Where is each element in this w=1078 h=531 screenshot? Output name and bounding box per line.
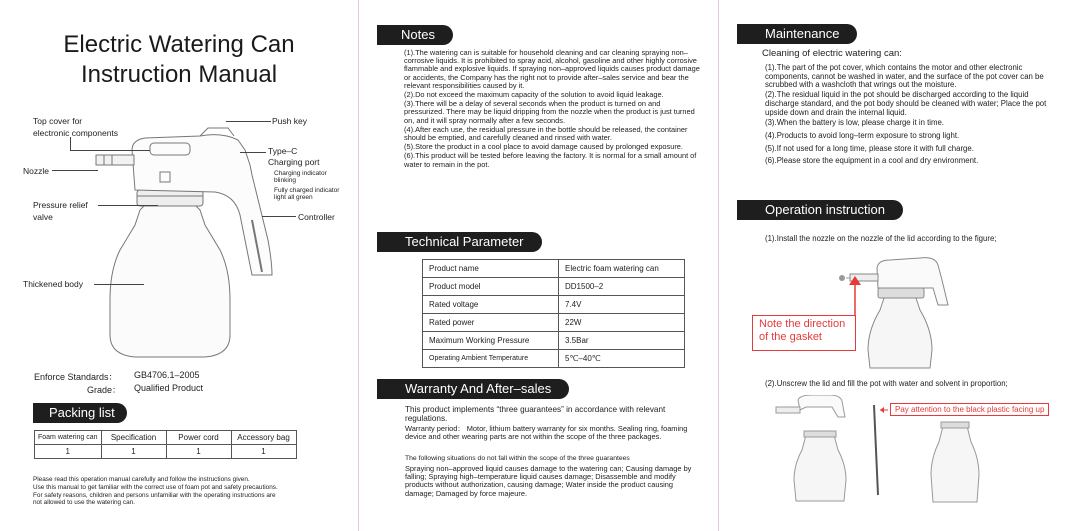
footer-notice [33,476,343,507]
maintenance-item: (1).The part of the pot cover, which contains the motor and other electronic components, cannot be washed in water, and the surface of the pot cover can be scrubbed with a washcloth that wrings out the moisture. [765,63,1044,90]
technical-parameter-heading: Technical Parameter [377,232,542,252]
label-valve: valve [33,212,53,222]
technical-parameter-table [422,259,685,368]
note-item: (1).The watering can is suitable for household cleaning and car cleaning spraying non–corrosive liquids. It is prohibited to spray acid, alcohol, gasoline and other highly corrosive flammable and explosive liquids. If spraying non–approved liquids causes product damage or accidents, the Company has the right not to provide after–sales service and bear the relevant responsibilities caused by it. [404,48,700,90]
warranty-heading: Warranty And After–sales [377,379,569,399]
table-row [423,278,685,296]
note-item: (3).There will be a delay of several seconds when the product is turned on and pressurized. There may be liquid dripping from the nozzle when the product is just turned on, and it will spray normally after a few seconds. [404,99,695,125]
note-item: (4).After each use, the residual pressure in the bottle should be released, the container should be emptied, and carefully cleaned and rinsed with water. [404,124,688,143]
operation-step-2: (2).Unscrew the lid and fill the pot with water and solvent in proportion; [765,379,1008,388]
table-row [423,260,685,278]
footer-line: not allowed to use the watering can. [33,499,135,507]
packing-header: Power cord [166,431,231,445]
pot-body-illustration [925,420,985,505]
leader-line [52,170,98,171]
param-value: Electric foam watering can [559,260,685,278]
footer-line: For safety reasons, children and persons unfamiliar with the operating instructions are [33,491,276,499]
leader-line [226,121,271,122]
label-top-cover-2: electronic components [33,128,119,138]
label-charging-blink-2: blinking [274,177,297,184]
tube-illustration [862,400,892,500]
packing-cell: 1 [101,445,166,459]
packing-cell: 1 [166,445,231,459]
arrow-icon [845,275,865,315]
label-nozzle: Nozzle [23,166,49,176]
enforce-standards-label: Enforce Standards： [34,372,118,382]
label-charging-port: Charging port [268,157,320,167]
packing-header: Specification [101,431,166,445]
param-name: Product model [423,278,559,296]
notes-list [404,49,702,170]
param-value: 5℃–40℃ [559,350,685,368]
manual-title-line2: Instruction Manual [80,61,278,88]
packing-table [34,430,297,459]
lid-removed-illustration [770,395,870,505]
packing-list-heading: Packing list [33,403,127,423]
maintenance-item: (2).The residual liquid in the pot should be discharged according to the liquid discharge standard, and the pot body should be cleaned with water; Place the pot upside down and drain the internal liquid. [765,90,1047,117]
maintenance-item: (5).If not used for a long time, please store it with full charge. [765,143,974,153]
maintenance-subtitle: Cleaning of electric watering can: [762,48,902,59]
param-value: 22W [559,314,685,332]
label-thickened-body: Thickened body [23,279,84,289]
packing-header: Accessory bag [231,431,296,445]
packing-header: Foam watering can [35,431,102,445]
footer-line: Use this manual to get familiar with the correct use of foam pot and safety precautions. [33,483,278,491]
enforce-standards-value: GB4706.1–2005 [134,370,200,380]
gasket-direction-note: Note the direction of the gasket [752,315,856,351]
param-name: Product name [423,260,559,278]
table-row [423,332,685,350]
operation-heading: Operation instruction [737,200,903,220]
maintenance-item: (3).When the battery is low, please charge it in time. [765,118,944,128]
leader-line [240,152,266,153]
param-value: DD1500–2 [559,278,685,296]
maintenance-item: (4).Products to avoid long–term exposure to strong light. [765,130,960,140]
operation-step-1: (1).Install the nozzle on the nozzle of the lid according to the figure; [765,234,997,243]
table-row [423,350,685,368]
maintenance-item: (6).Please store the equipment in a cool and dry environment. [765,156,979,166]
label-charging-blink: Charging indicator [274,170,327,177]
warranty-period: Warranty period： Motor, lithium battery warranty for six months. Sealing ring, foaming device and other wearing parts are not within the scope of the three packages. [405,424,688,442]
nozzle-install-illustration [820,250,980,370]
label-top-cover: Top cover for [33,116,83,126]
label-typec: Type–C [268,146,298,156]
notes-heading: Notes [377,25,453,45]
packing-cell: 1 [231,445,296,459]
param-value: 3.5Bar [559,332,685,350]
leader-line [94,284,144,285]
note-item: (2).Do not exceed the maximum capacity of the solution to avoid liquid leakage. [404,90,664,100]
warranty-exclusions-title: The following situations do not fall within the scope of the three guarantees [405,455,630,462]
table-row [423,296,685,314]
note-item: (5).Store the product in a cool place to avoid damage caused by prolonged exposure. [404,142,683,152]
param-name: Rated power [423,314,559,332]
leader-line [98,205,158,206]
label-fully-charged: Fully charged indicator [274,187,340,194]
leader-line [70,150,150,151]
packing-cell: 1 [35,445,102,459]
leader-line [70,137,71,150]
maintenance-list [765,64,1055,167]
grade-label: Grade： [87,385,122,395]
label-pressure-relief: Pressure relief [33,200,88,210]
label-fully-charged-2: light all green [274,194,313,201]
label-controller: Controller [298,212,335,222]
cover-panel [0,0,358,531]
warranty-exclusions: Spraying non–approved liquid causes damage to the watering can; Causing damage by falling; Spraying high–temperature liquid causes damage; Disassemble and modify products without authorization, causing damage; Water inside the product causing damage; Damaged by force majeure. [405,464,692,498]
black-plastic-note: Pay attention to the black plastic facing up [890,403,1049,416]
fold-line [358,0,359,531]
manual-title-line1: Electric Watering Can [63,31,295,58]
footer-line: Please read this operation manual carefully and follow the instructions given. [33,476,250,483]
maintenance-heading: Maintenance [737,24,857,44]
fold-line [718,0,719,531]
param-value: 7.4V [559,296,685,314]
table-row [423,314,685,332]
param-name: Rated voltage [423,296,559,314]
warranty-intro: This product implements “three guarantees” in accordance with relevant regulations. [405,405,666,424]
param-name: Operating Ambient Temperature [423,350,559,368]
param-name: Maximum Working Pressure [423,332,559,350]
label-push-key: Push key [272,116,307,126]
leader-line [262,216,296,217]
note-item: (6).This product will be tested before leaving the factory. It is normal for a small amount of water to remain in the pot. [404,151,697,169]
grade-value: Qualified Product [134,383,204,393]
